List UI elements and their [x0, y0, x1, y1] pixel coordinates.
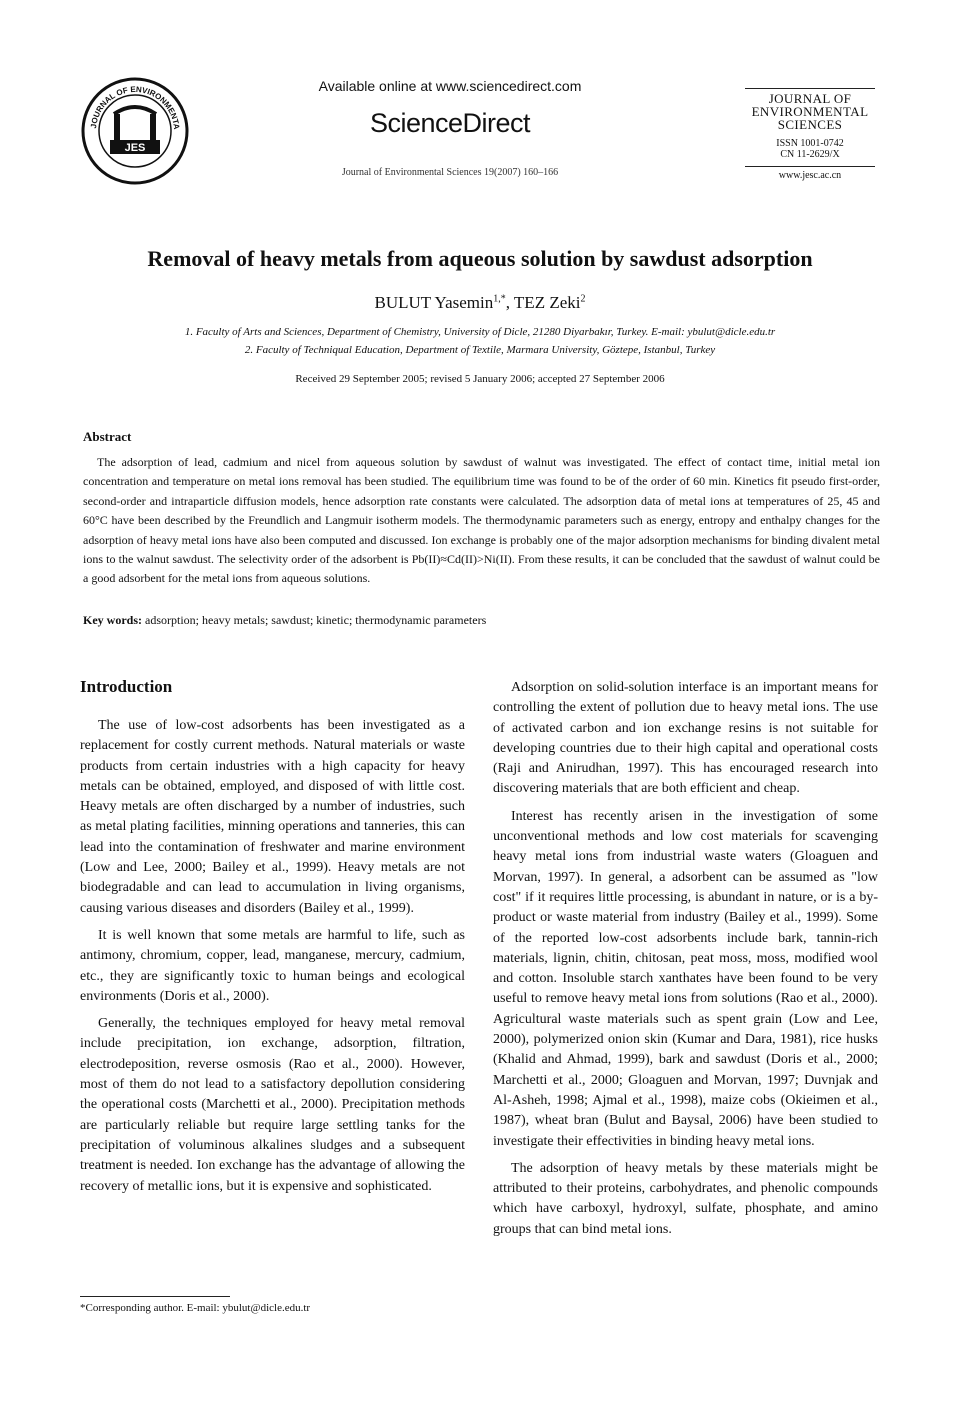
- author-1-sup: 1,*: [493, 293, 506, 305]
- journal-box: [745, 88, 875, 181]
- keywords-list: adsorption; heavy metals; sawdust; kinetic; thermodynamic parameters: [145, 613, 487, 627]
- journal-box-line3: SCIENCES: [777, 117, 843, 132]
- journal-box-line2: ENVIRONMENTAL: [751, 104, 869, 119]
- article-title: Removal of heavy metals from aqueous solution by sawdust adsorption: [147, 246, 813, 271]
- journal-box-line1: JOURNAL OF: [768, 91, 852, 106]
- corresponding-author-footnote: *Corresponding author. E-mail: ybulut@dicle.edu.tr: [80, 1302, 311, 1314]
- abstract-text: The adsorption of lead, cadmium and nicel from aqueous solution by sawdust of walnut was investigated. The effect of contact time, initial metal ion concentration and temperature on metal ions removal has been studied. The equilibrium time was found to be of the order of 60 min. Kinetics fit pseudo first-order, second-order and intraparticle diffusion models, hence adsorption rate constants were calculated. The adsorption data of metal ions at temperatures of 25, 45 and 60°C have been described by the Freundlich and Langmuir isotherm models. The thermodynamic parameters such as energy, entropy and enthalpy changes for the adsorption of heavy metal ions have also been computed and discussed. Ion exchange is probably one of the major adsorption mechanisms for binding divalent metal ions to the walnut sawdust. The selectivity order of the adsorbent is Pb(II)≈Cd(II)>Ni(II). From these results, it can be concluded that the sawdust of walnut could be a good adsorbent for the metal ions from aqueous solutions.: [83, 455, 880, 586]
- author-2-sup: 2: [580, 293, 586, 305]
- author-2: TEZ Zeki: [513, 293, 581, 312]
- affiliation-2: 2. Faculty of Techniqual Education, Department of Textile, Marmara University, Göztepe, Istanbul, Turkey: [244, 344, 716, 356]
- available-online-text: Available online at www.sciencedirect.com: [318, 78, 582, 94]
- right-column: [493, 678, 878, 1247]
- paragraph: Generally, the techniques employed for heavy metal removal include precipitation, ion exchange, adsorption, filtration, electrodeposition, reverse osmosis (Rao et al., 2000). However, most of them do not lead to a satisfactory depollution considering the operational costs (Marchetti et al., 2000). Precipitation methods are particularly reliable but require large settling tanks for the precipitation of voluminous alkalines sludges and a subsequent treatment is needed. Ion exchange has the advantage of allowing the recovery of metallic ions, but it is expensive and sophisticated.: [80, 1016, 465, 1194]
- sciencedirect-brand: ScienceDirect: [369, 108, 531, 138]
- footnote-rule: [80, 1296, 230, 1297]
- left-column: [80, 716, 465, 1204]
- affiliation-1: 1. Faculty of Arts and Sciences, Department of Chemistry, University of Dicle, 21280 Diyarbakır, Turkey. E-mail: ybulut@dicle.edu.tr: [184, 326, 776, 338]
- abstract-heading: Abstract: [83, 429, 132, 444]
- paragraph: Interest has recently arisen in the investigation of some unconventional methods and low cost materials for scavenging heavy metal ions from industrial waste waters (Gloaguen and Morvan, 1997). In general, a adsorbent can be assumed as "low cost" if it requires little processing, is abundant in nature, or is a by-product or waste material from industry (Bailey et al., 1999). Some of the reported low-cost adsorbents include bark, tannin-rich materials, lignin, chitin, chitosan, peat moss, moss, modified wool and cotton. Insoluble starch xanthates have been found to be very useful to remove heavy metal ions from solutions (Rao et al., 2000). Agricultural waste materials such as spent grain (Low and Lee, 2000), polymerized onion skin (Kumar and Dara, 1981), rice husks (Khalid and Ahmad, 1999), bark and sawdust (Doris et al., 2000; Marchetti et al., 2000; Gloaguen and Morvan, 1997; Duvnjak and Al-Asheh, 1998; Ajmal et al., 1998), maize cobs (Okieimen et al., 1987), wheat bran (Bulut and Baysal, 2006) have been studied to investigate their effectivities in binding heavy metal ions.: [493, 808, 878, 1149]
- journal-issn: ISSN 1001-0742: [776, 138, 844, 149]
- author-line: BULUT Yasemin$^{1,*}$, TEZ Zeki$^2$: [374, 293, 586, 312]
- author-1: BULUT Yasemin: [374, 293, 494, 312]
- paragraph: The adsorption of heavy metals by these materials might be attributed to their proteins, carbohydrates, and phenolic compounds which have carboxyl, hydroxyl, sulfate, phosphate, and amino groups that can bind metal ions.: [493, 1160, 878, 1237]
- keywords-label: Key words:: [83, 613, 142, 627]
- introduction-heading: Introduction: [80, 677, 173, 696]
- journal-website: www.jesc.ac.cn: [745, 166, 875, 181]
- logo-abbr: JES: [124, 142, 146, 154]
- paragraph: Adsorption on solid-solution interface is an important means for controlling the extent of pollution due to heavy metal ions. The use of activated carbon and ion exchange resins is not suitable for developing countries due to their high capital and operational costs (Raji and Anirudhan, 1997). This has encouraged research into discovering materials that are both efficient and cheap.: [493, 680, 878, 797]
- paragraph: It is well known that some metals are harmful to life, such as antimony, chromium, copper, lead, manganese, mercury, cadmium, etc., they are significantly toxic to human beings and ecological environments (Doris et al., 2000).: [80, 927, 465, 1004]
- journal-reference: Journal of Environmental Sciences 19(2007) 160–166: [341, 167, 559, 178]
- affiliations: [80, 323, 880, 359]
- journal-cn: CN 11-2629/X: [780, 149, 840, 160]
- paragraph: The use of low-cost adsorbents has been investigated as a replacement for costly current methods. Natural materials or waste products from certain industries with a high capacity for heavy metals can be obtained, employed, and disposed of with little cost. Heavy metals are often discharged by a number of industries, such as metal plating facilities, minning operations and tanneries, this can lead into the contamination of freshwater and marine environment (Low and Lee, 2000; Bailey et al., 1999). Heavy metals are not biodegradable and can lead to accumulation in living organisms, causing various diseases and disorders (Bailey et al., 1999).: [80, 718, 465, 916]
- received-dates: Received 29 September 2005; revised 5 January 2006; accepted 27 September 2006: [295, 373, 665, 385]
- keywords: [83, 613, 880, 628]
- logo-text: JOURNAL OF ENVIRONMENTA: [89, 84, 182, 130]
